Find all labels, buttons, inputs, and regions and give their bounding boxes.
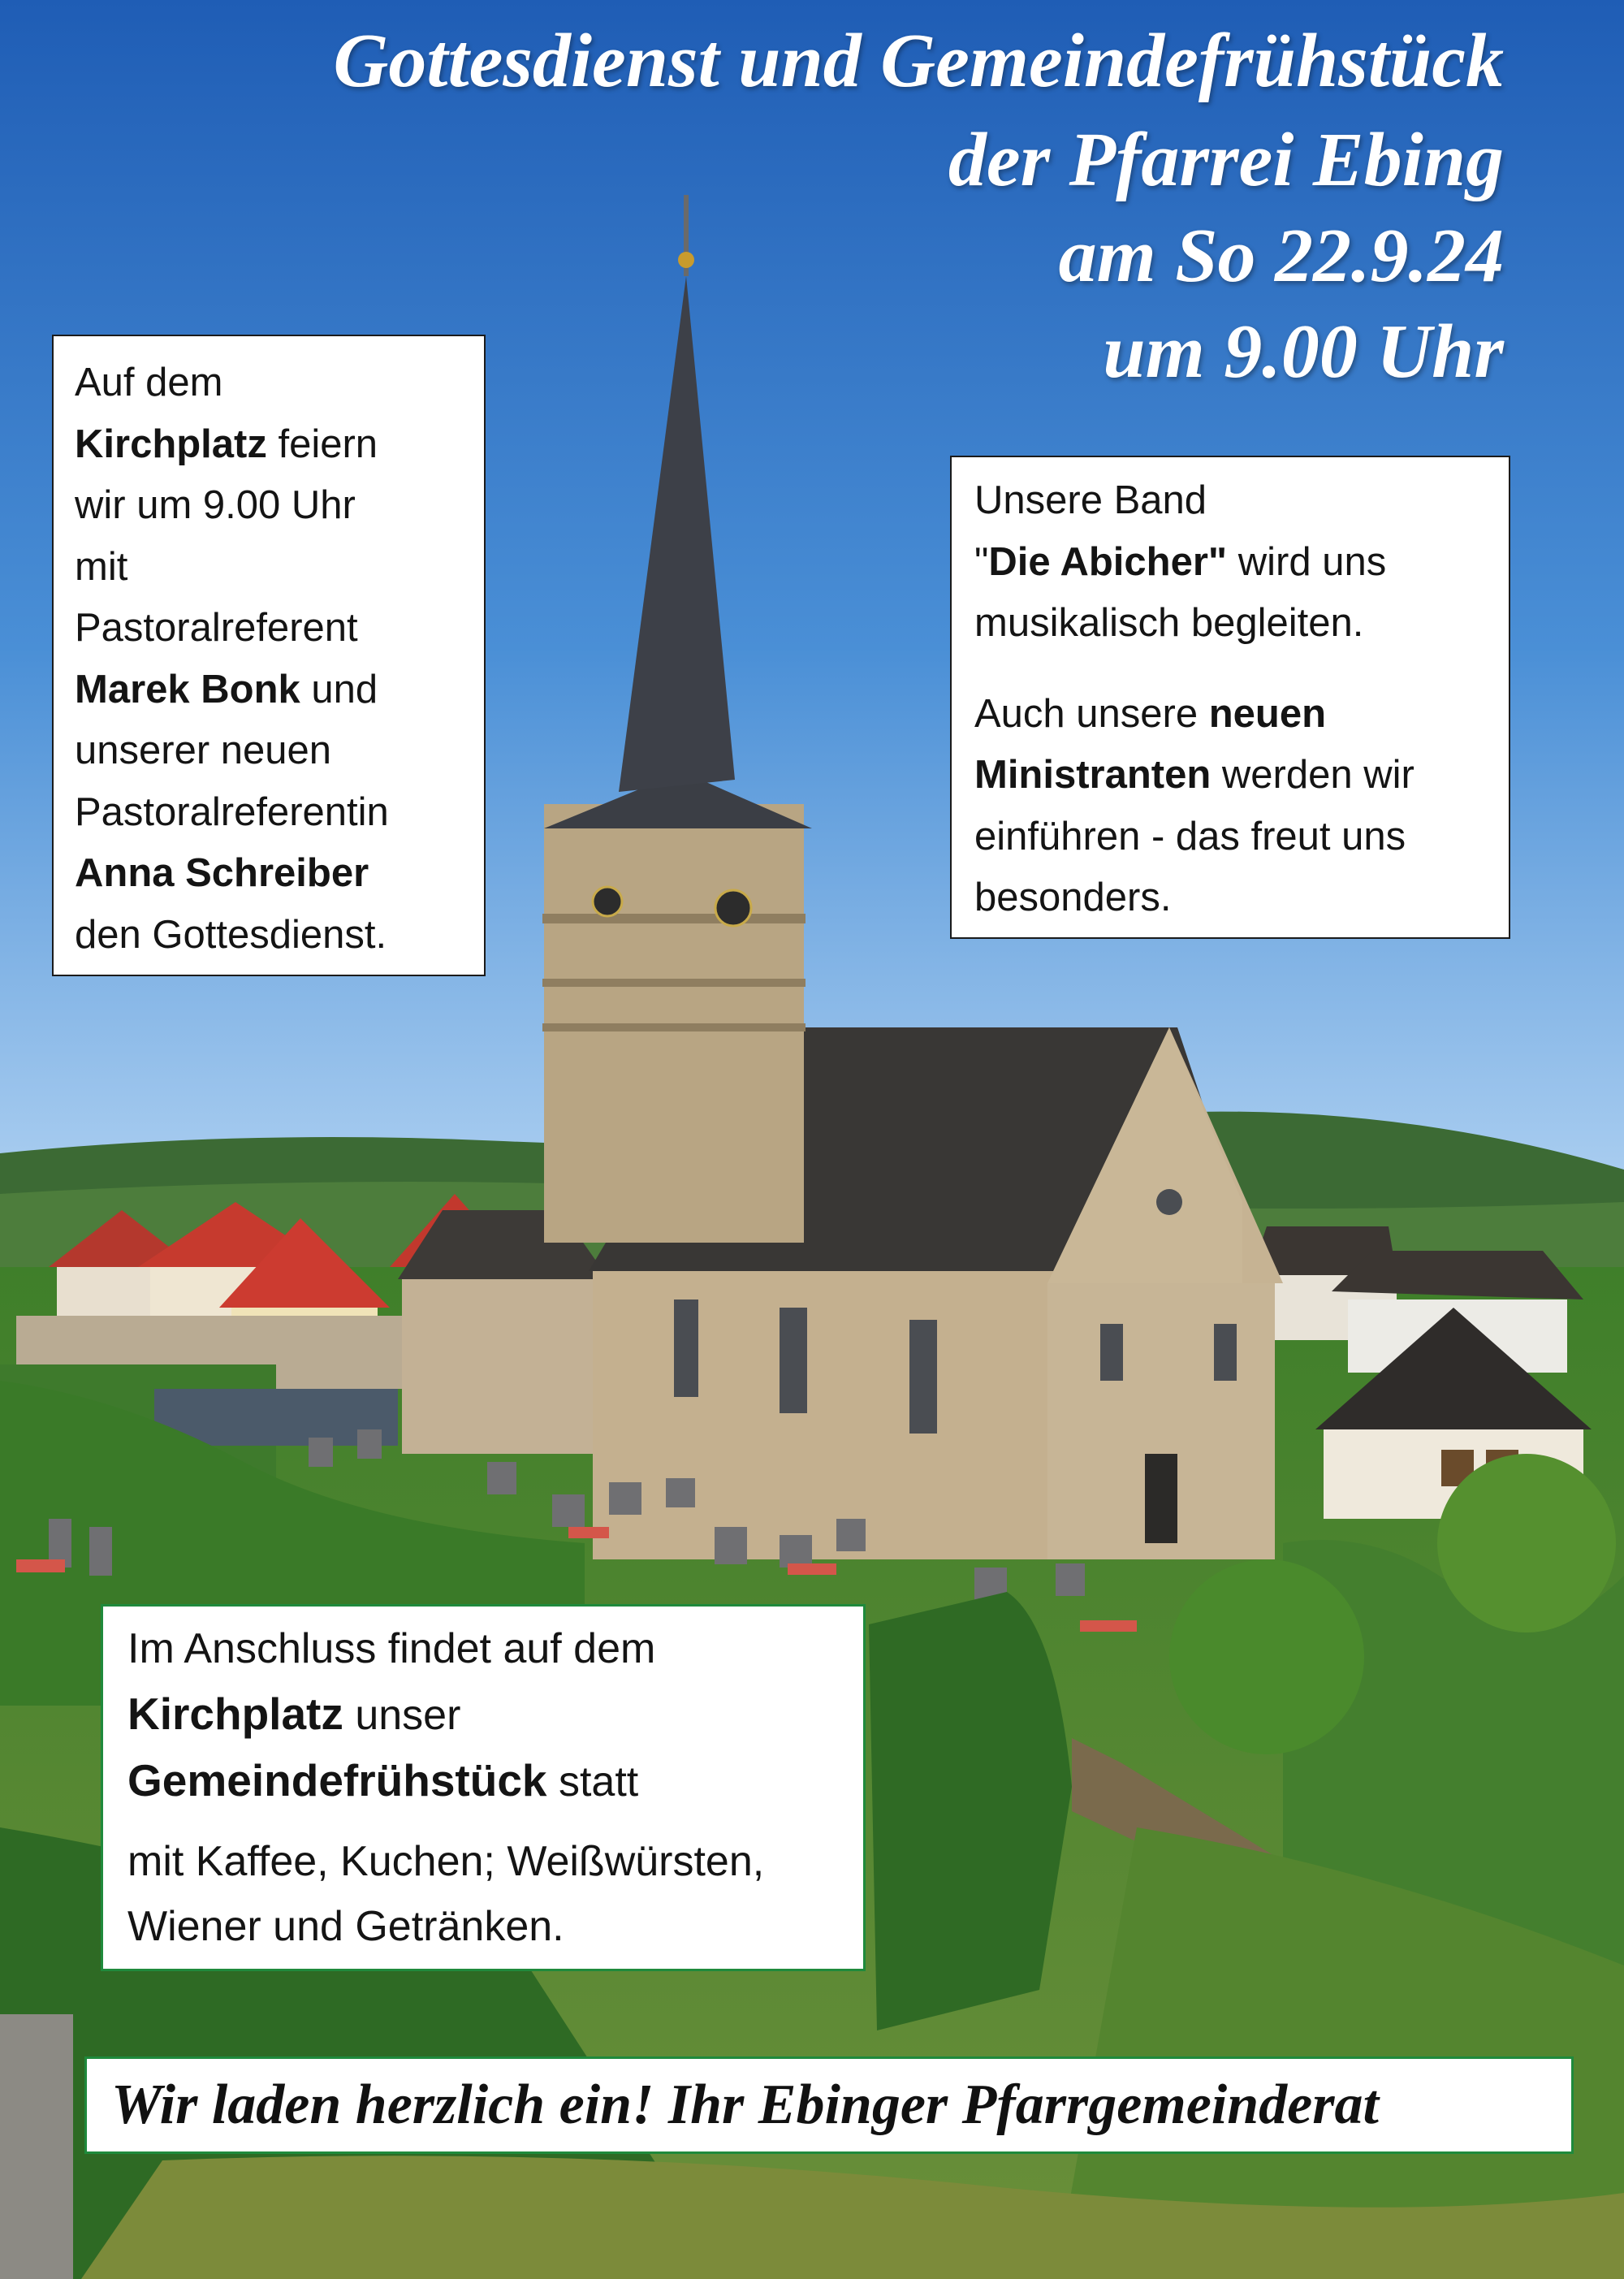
- band-text: Auch unsere: [974, 691, 1209, 736]
- breakfast-location: Kirchplatz: [127, 1689, 343, 1739]
- breakfast-menu: mit Kaffee, Kuchen; Weißwürsten,: [127, 1838, 765, 1885]
- breakfast-text: unser: [343, 1692, 461, 1739]
- service-person-1: Marek Bonk: [75, 667, 300, 711]
- service-text: Pastoralreferentin: [75, 789, 389, 834]
- band-text: musikalisch begleiten.: [974, 601, 1364, 645]
- headline-date: am So 22.9.24: [1058, 214, 1504, 298]
- headline-title: Gottesdienst und Gemeindefrühstück: [333, 19, 1504, 103]
- band-text: ": [974, 539, 989, 584]
- service-person-2: Anna Schreiber: [75, 851, 369, 895]
- service-text: mit: [75, 544, 128, 589]
- invitation-banner: Wir laden herzlich ein! Ihr Ebinger Pfarrgemeinderat: [84, 2056, 1574, 2154]
- service-text: Pastoralreferent: [75, 606, 358, 650]
- band-text: Unsere Band: [974, 478, 1207, 522]
- band-text: wird uns: [1227, 539, 1387, 584]
- service-text: unserer neuen: [75, 729, 332, 772]
- service-text: Auf dem: [75, 361, 223, 404]
- headline-parish: der Pfarrei Ebing: [948, 118, 1504, 202]
- band-info-box: [950, 456, 1510, 939]
- service-text: und: [300, 667, 378, 711]
- breakfast-text: statt: [546, 1758, 639, 1805]
- breakfast-menu: Wiener und Getränken.: [127, 1903, 564, 1950]
- service-text: wir um 9.00 Uhr: [75, 483, 356, 527]
- band-text: besonders.: [974, 876, 1172, 919]
- service-text: den Gottesdienst.: [75, 912, 387, 957]
- breakfast-info-box: [101, 1604, 866, 1971]
- headline-time: um 9.00 Uhr: [1103, 309, 1504, 394]
- ministrants-highlight: Ministranten: [974, 753, 1212, 797]
- band-name: Die Abicher": [988, 539, 1228, 584]
- band-text: werden wir: [1211, 753, 1415, 797]
- service-info-box: [52, 335, 486, 976]
- ministrants-highlight: neuen: [1208, 691, 1327, 736]
- band-text: einführen - das freut uns: [974, 814, 1406, 858]
- breakfast-title: Gemeindefrühstück: [127, 1755, 547, 1805]
- service-location: Kirchplatz: [75, 422, 267, 466]
- service-text: feiern: [266, 422, 378, 466]
- breakfast-text: Im Anschluss findet auf dem: [127, 1625, 656, 1672]
